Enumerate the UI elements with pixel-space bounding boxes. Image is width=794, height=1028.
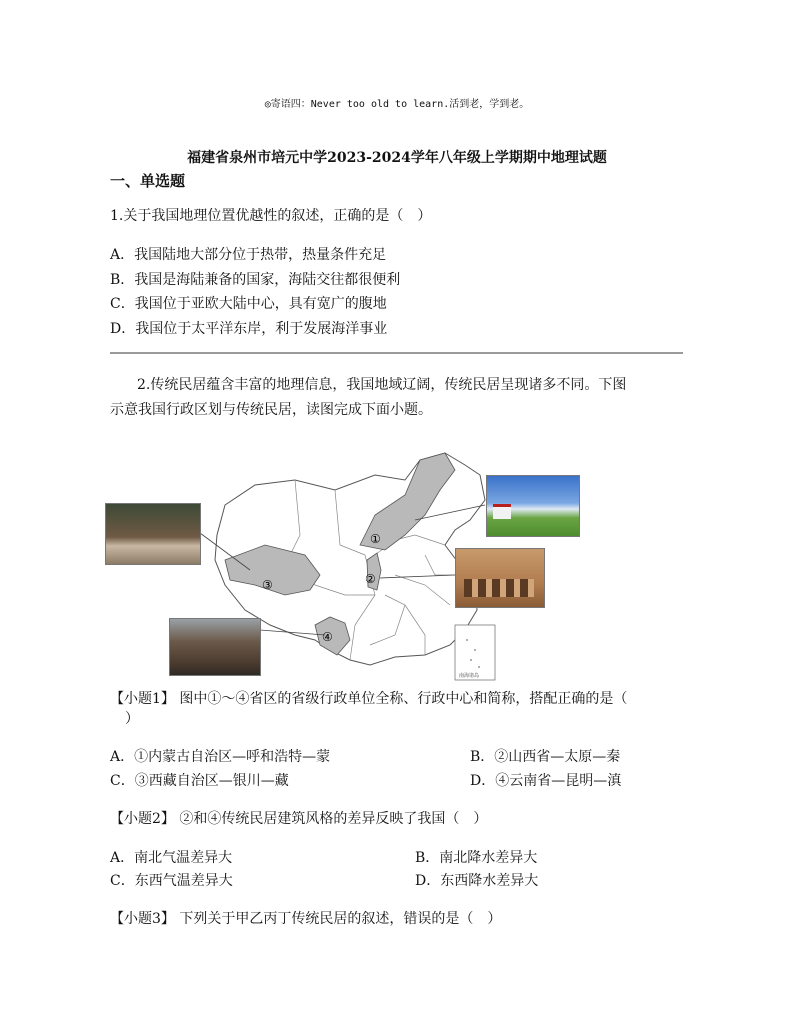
photo-stilt-house xyxy=(169,618,261,676)
marker-2: ② xyxy=(365,572,376,586)
question-1-option-d: D．我国位于太平洋东岸，利于发展海洋事业 xyxy=(110,321,388,337)
sub-question-1-line1: 【小题1】 图中①～④省区的省级行政单位全称、行政中心和简称，搭配正确的是（ xyxy=(110,691,628,707)
photo-tibetan-dwelling xyxy=(105,503,201,565)
photo-mongolian-yurt xyxy=(486,475,580,537)
question-1-option-a: A．我国陆地大部分位于热带，热量条件充足 xyxy=(110,247,387,263)
divider-rule xyxy=(110,352,683,354)
china-map-figure xyxy=(105,445,685,685)
question-1-stem: 1.关于我国地理位置优越性的叙述，正确的是（ ） xyxy=(110,208,432,224)
photo-cave-dwelling xyxy=(455,548,545,608)
sub-question-2-option-d: D．东西降水差异大 xyxy=(415,873,539,889)
sub-question-1-option-d: D．④云南省—昆明—滇 xyxy=(470,773,622,789)
question-2-intro-line1: 2.传统民居蕴含丰富的地理信息，我国地域辽阔，传统民居呈现诸多不同。下图 xyxy=(137,377,627,393)
marker-4: ④ xyxy=(322,630,333,644)
sub-question-2-option-a: A．南北气温差异大 xyxy=(110,850,233,866)
question-1-option-b: B．我国是海陆兼备的国家，海陆交往都很便利 xyxy=(110,272,401,288)
sub-question-2-option-b: B．南北降水差异大 xyxy=(415,850,538,866)
yurt-shape xyxy=(493,504,511,519)
sub-question-1-option-b: B．②山西省—太原—秦 xyxy=(470,749,621,765)
south-china-sea-inset xyxy=(455,625,495,680)
sub-question-2-stem: 【小题2】 ②和④传统民居建筑风格的差异反映了我国（ ） xyxy=(110,811,488,827)
header-motto: ◎寄语四：Never too old to learn.活到老，学到老。 xyxy=(264,99,530,110)
sub-question-1-option-a: A．①内蒙古自治区—呼和浩特—蒙 xyxy=(110,749,331,765)
sub-question-1-line2: ） xyxy=(125,711,139,727)
marker-1: ① xyxy=(370,532,381,546)
marker-3: ③ xyxy=(262,578,273,592)
question-2-intro-line2: 示意我国行政区划与传统民居，读图完成下面小题。 xyxy=(110,402,432,418)
inset-label: 南海诸岛 xyxy=(459,673,480,679)
sub-question-1-option-c: C．③西藏自治区—银川—藏 xyxy=(110,773,289,789)
question-1-option-c: C．我国位于亚欧大陆中心，具有宽广的腹地 xyxy=(110,296,387,312)
sub-question-2-option-c: C．东西气温差异大 xyxy=(110,873,233,889)
exam-title: 福建省泉州市培元中学2023-2024学年八年级上学期期中地理试题 xyxy=(187,150,607,166)
cave-arches xyxy=(464,579,534,597)
section-heading: 一、单选题 xyxy=(110,172,186,190)
sub-question-3-stem: 【小题3】 下列关于甲乙丙丁传统民居的叙述，错误的是（ ） xyxy=(110,911,502,927)
